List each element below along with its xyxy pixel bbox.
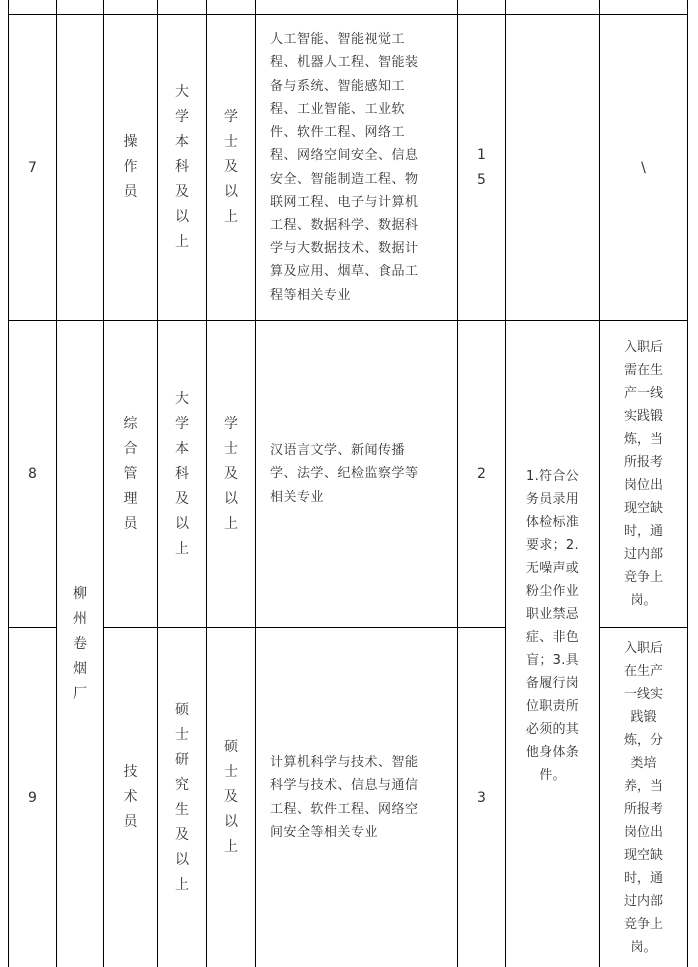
count-text: 1 5 <box>477 146 486 188</box>
index-value: 9 <box>28 789 37 806</box>
position-text: 操 作 员 <box>123 134 138 200</box>
degree-cell-7 <box>207 15 255 320</box>
row-index-7 <box>9 15 56 320</box>
degree-text: 学 士 及 以 上 <box>224 415 238 532</box>
major-cell-7 <box>256 15 457 320</box>
note-text: 入职后 需在生 产一线 实践锻 炼，当 所报考 岗位出 现空缺 时，通 过内部 竞争上 岗。 <box>623 340 663 608</box>
degree-cell-8 <box>207 321 255 627</box>
row-index-8 <box>9 321 56 627</box>
education-text: 大 学 本 科 及 以 上 <box>175 390 189 557</box>
position-cell-7 <box>104 15 157 320</box>
count-cell-7 <box>458 15 505 320</box>
note-cell-7 <box>600 15 687 320</box>
note-text: \ <box>641 159 646 176</box>
requirement-cell <box>506 321 599 967</box>
company-cell <box>57 321 103 967</box>
education-text: 硕 士 研 究 生 及 以 上 <box>175 701 189 893</box>
education-cell-8 <box>158 321 206 627</box>
position-cell-8 <box>104 321 157 627</box>
position-cell-9 <box>104 628 157 967</box>
index-value: 7 <box>28 159 37 176</box>
degree-cell-9 <box>207 628 255 967</box>
degree-text: 学 士 及 以 上 <box>224 109 238 225</box>
company-name: 柳 州 卷 烟 厂 <box>73 585 87 702</box>
col-line-9 <box>687 0 688 967</box>
major-text: 汉语言文学、新闻传播 学、法学、纪检监察学等 相关专业 <box>270 443 419 505</box>
major-cell-8 <box>256 321 457 627</box>
physical-requirement-text: 1.符合公 务员录用 体检标准 要求；2. 无噪声或 粉尘作业 职业禁忌 症、非色 盲；3.具 备履行岗 位职责所 必须的其 他身体条 件。 <box>525 469 580 783</box>
education-cell-7 <box>158 15 206 320</box>
row-index-9 <box>9 628 56 967</box>
education-text: 大 学 本 科 及 以 上 <box>175 84 189 250</box>
position-text: 综 合 管 理 员 <box>123 415 138 532</box>
degree-text: 硕 士 及 以 上 <box>224 739 238 855</box>
count-text: 3 <box>477 789 486 806</box>
count-cell-9 <box>458 628 505 967</box>
note-cell-8 <box>600 321 687 627</box>
count-cell-8 <box>458 321 505 627</box>
major-text: 计算机科学与技术、智能 科学与技术、信息与通信 工程、软件工程、网络空 间安全等相关专业 <box>270 755 419 840</box>
position-text: 技 术 员 <box>123 764 138 830</box>
note-text: 入职后 在生产 一线实 践锻 炼，分 类培 养，当 所报考 岗位出 现空缺 时，通 过内部 竞争上 岗。 <box>623 640 663 955</box>
major-text: 人工智能、智能视觉工 程、机器人工程、智能装 备与系统、智能感知工 程、工业智能、工业软 件、软件工程、网络工 程、网络空间安全、信息 安全、智能制造工程、物 联网工程、电子与计算机 工程、数据科学、数据科 学与大数据技术、数据计 算及应用、烟草、食品工 程等相关专业 <box>270 32 419 303</box>
major-cell-9 <box>256 628 457 967</box>
index-value: 8 <box>28 466 37 482</box>
education-cell-9 <box>158 628 206 967</box>
count-text: 2 <box>477 466 486 482</box>
note-cell-9 <box>600 628 687 967</box>
